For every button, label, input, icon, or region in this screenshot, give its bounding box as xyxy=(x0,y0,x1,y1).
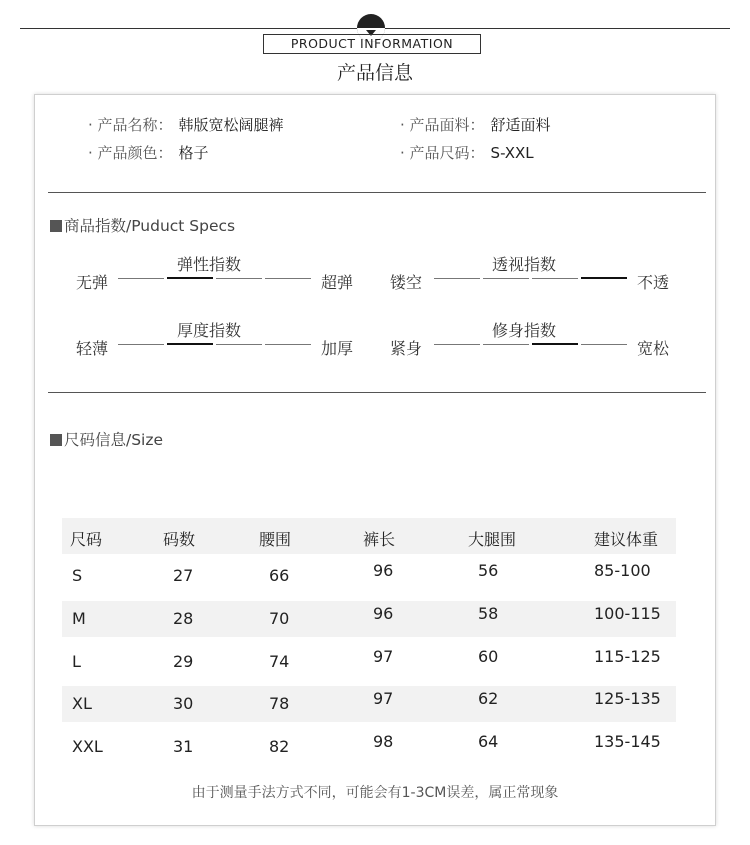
spec-right-transparency: 不透 xyxy=(637,273,670,292)
table-cell: 62 xyxy=(478,689,499,708)
table-cell: M xyxy=(72,609,86,628)
table-header-cell: 码数 xyxy=(163,530,196,549)
table-cell: 28 xyxy=(173,609,194,628)
table-header-cell: 裤长 xyxy=(363,530,396,549)
spec-name-transparency: 透视指数 xyxy=(491,255,556,274)
specs-title-text: 商品指数/Puduct Specs xyxy=(64,217,236,235)
spec-name-fit: 修身指数 xyxy=(491,321,556,340)
table-cell: 135-145 xyxy=(594,732,661,751)
table-cell: 29 xyxy=(173,652,194,671)
table-cell: 60 xyxy=(478,647,499,666)
table-cell: 78 xyxy=(269,694,290,713)
table-cell: XXL xyxy=(72,737,103,756)
table-cell: 64 xyxy=(478,732,499,751)
table-cell: XL xyxy=(72,694,92,713)
spec-left-transparency: 镂空 xyxy=(390,273,423,292)
spec-right-elasticity: 超弹 xyxy=(321,273,354,292)
table-cell: 74 xyxy=(269,652,290,671)
page-title: 产品信息 xyxy=(336,62,413,84)
table-cell: 27 xyxy=(173,566,194,585)
info-label: · 产品名称： xyxy=(88,116,173,134)
spec-name-thickness: 厚度指数 xyxy=(176,321,241,340)
table-cell: 66 xyxy=(269,566,290,585)
spec-left-elasticity: 无弹 xyxy=(76,273,109,292)
size-title-text: 尺码信息/Size xyxy=(64,431,164,449)
table-header-cell: 腰围 xyxy=(259,530,292,549)
table-header-cell: 建议体重 xyxy=(594,530,659,549)
product-information-badge: PRODUCT INFORMATION xyxy=(263,34,481,54)
table-cell: 98 xyxy=(373,732,394,751)
table-cell: 115-125 xyxy=(594,647,661,666)
table-cell: 96 xyxy=(373,561,394,580)
table-cell: 125-135 xyxy=(594,689,661,708)
table-cell: 97 xyxy=(373,689,394,708)
spec-left-fit: 紧身 xyxy=(390,339,423,358)
table-cell: 100-115 xyxy=(594,604,661,623)
info-label: · 产品颜色： xyxy=(88,144,173,162)
info-value: 舒适面料 xyxy=(490,116,551,134)
spec-left-thickness: 轻薄 xyxy=(76,339,109,358)
table-cell: 97 xyxy=(373,647,394,666)
table-cell: L xyxy=(72,652,81,671)
table-cell: 85-100 xyxy=(594,561,651,580)
table-cell: 58 xyxy=(478,604,499,623)
table-cell: 70 xyxy=(269,609,290,628)
table-cell: 82 xyxy=(269,737,290,756)
info-value: 格子 xyxy=(178,144,209,162)
info-label: · 产品尺码： xyxy=(400,144,485,162)
info-value: S-XXL xyxy=(490,144,534,162)
table-cell: S xyxy=(72,566,83,585)
table-cell: 31 xyxy=(173,737,194,756)
table-cell: 30 xyxy=(173,694,194,713)
spec-right-fit: 宽松 xyxy=(637,339,670,358)
table-header-cell: 大腿围 xyxy=(468,530,517,549)
info-label: · 产品面料： xyxy=(400,116,485,134)
table-header-cell: 尺码 xyxy=(70,530,103,549)
table-cell: 56 xyxy=(478,561,499,580)
info-value: 韩版宽松阔腿裤 xyxy=(178,116,284,134)
spec-name-elasticity: 弹性指数 xyxy=(176,255,241,274)
spec-right-thickness: 加厚 xyxy=(321,339,354,358)
table-cell: 96 xyxy=(373,604,394,623)
measurement-note: 由于测量手法方式不同，可能会有1-3CM误差，属正常现象 xyxy=(191,785,559,801)
